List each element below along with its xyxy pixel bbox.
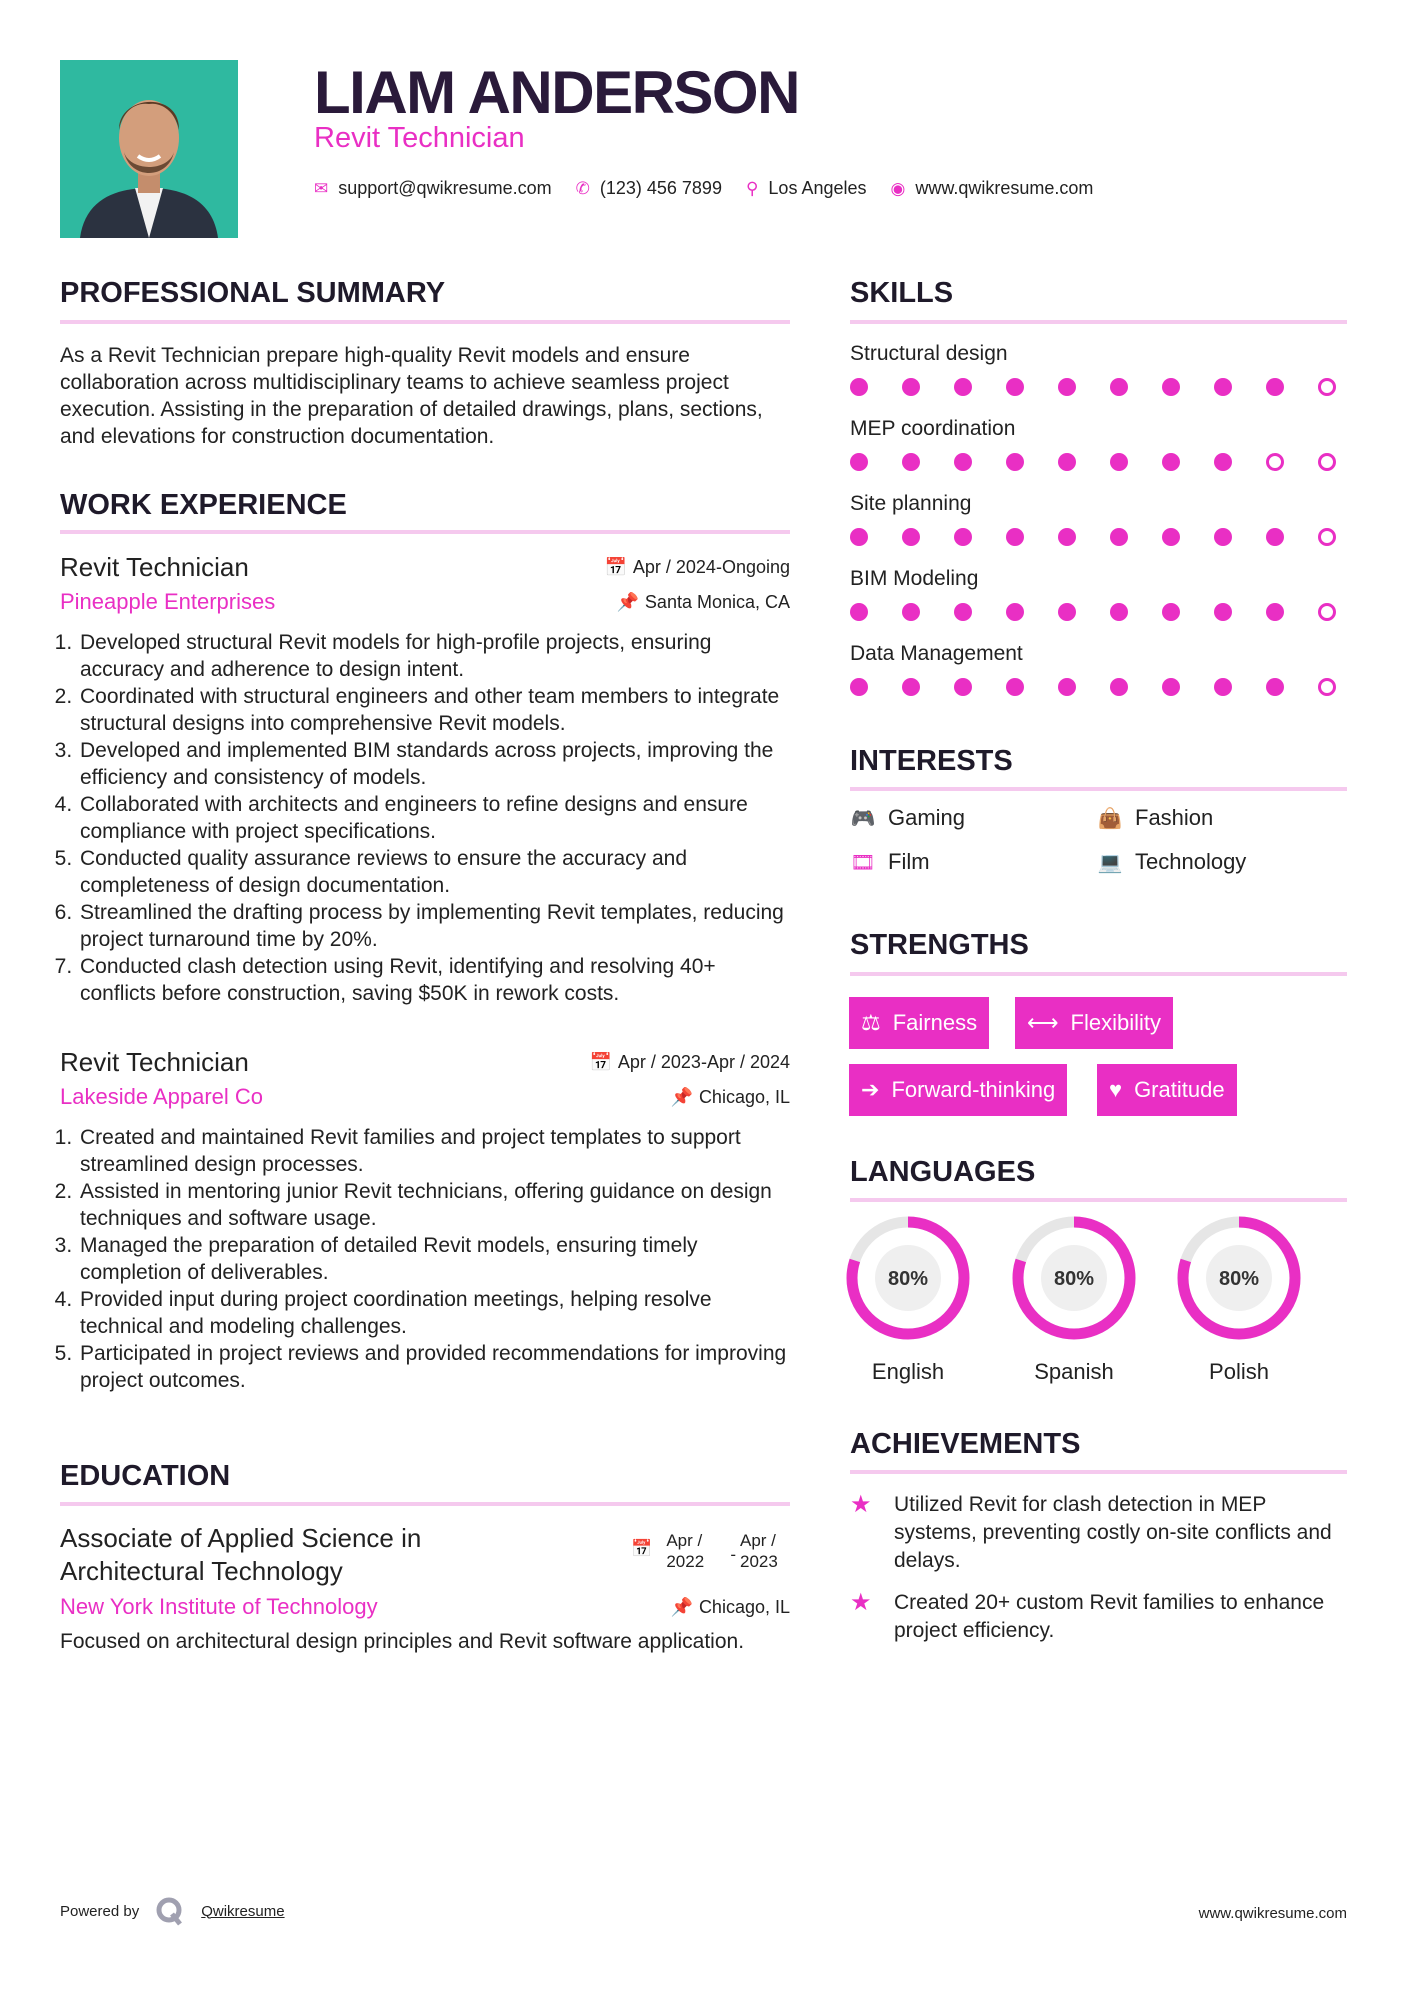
experience-heading: WORK EXPERIENCE xyxy=(60,489,347,521)
divider xyxy=(60,320,790,324)
pin-icon: 📌 xyxy=(616,591,639,612)
achievements-heading: ACHIEVEMENTS xyxy=(850,1428,1081,1460)
interest-item xyxy=(850,849,1097,875)
bullet-item: 4. Collaborated with architects and engineers to refine designs and ensure compliance with project specifications. xyxy=(78,791,790,845)
strength-tag xyxy=(849,1064,1067,1116)
laptop-icon: 💻 xyxy=(1097,851,1123,874)
language-item xyxy=(1169,1216,1309,1385)
rating-dot-empty xyxy=(1266,453,1284,471)
rating-dot-filled xyxy=(954,528,972,546)
arrow-right-icon: ➔ xyxy=(861,1077,880,1102)
rating-dot-empty xyxy=(1318,678,1336,696)
skill-rating xyxy=(850,678,1336,696)
skill-rating xyxy=(850,378,1336,396)
job-bullets xyxy=(60,1124,790,1394)
bullet-item: 5. Participated in project reviews and provided recommendations for improving project outcomes. xyxy=(78,1340,790,1394)
skill-item xyxy=(850,567,1347,642)
rating-dot-filled xyxy=(1058,378,1076,396)
rating-dot-empty xyxy=(1318,378,1336,396)
rating-dot-filled xyxy=(1006,528,1024,546)
location-text: Chicago, IL xyxy=(698,1086,790,1107)
skill-name: Structural design xyxy=(850,342,1008,365)
interest-item xyxy=(1097,849,1347,875)
rating-dot-filled xyxy=(1214,678,1232,696)
rating-dot-filled xyxy=(1214,378,1232,396)
summary-text: As a Revit Technician prepare high-quality Revit models and ensure collaboration across multidisciplinary teams to achieve seamless project execution. Assisting in the preparation of detailed drawings, plans, sections, and elevations for construction documentation. xyxy=(60,344,763,448)
map-pin-icon: ⚲ xyxy=(745,178,759,198)
job-subheader xyxy=(60,589,790,615)
language-item xyxy=(838,1216,978,1385)
job-header xyxy=(60,1047,790,1078)
skills-heading: SKILLS xyxy=(850,277,954,309)
pin-icon: 📌 xyxy=(670,1596,693,1617)
contact-bar xyxy=(314,178,1093,199)
education-heading: EDUCATION xyxy=(60,1460,231,1492)
strength-label: Gratitude xyxy=(1134,1077,1225,1102)
rating-dot-empty xyxy=(1318,453,1336,471)
rating-dot-filled xyxy=(1110,603,1128,621)
skill-rating xyxy=(850,453,1336,471)
rating-dot-filled xyxy=(1110,678,1128,696)
skill-item xyxy=(850,492,1347,567)
contact-text[interactable]: (123) 456 7899 xyxy=(599,178,722,198)
phone-icon: ✆ xyxy=(575,178,590,198)
profile-photo xyxy=(60,60,238,238)
language-percent: 80% xyxy=(887,1268,929,1290)
rating-dot-filled xyxy=(1058,678,1076,696)
rating-dot-empty xyxy=(1318,528,1336,546)
rating-dot-filled xyxy=(1162,603,1180,621)
education-text: Focused on architectural design principles and Revit software application. xyxy=(60,1630,745,1653)
job-title: Revit Technician xyxy=(60,552,249,582)
gamepad-icon: 🎮 xyxy=(850,807,876,830)
bullet-item: 2. Assisted in mentoring junior Revit technicians, offering guidance on design techniques and software usage. xyxy=(78,1178,790,1232)
candidate-title: Revit Technician xyxy=(314,122,525,154)
rating-dot-filled xyxy=(1058,453,1076,471)
rating-dot-filled xyxy=(954,678,972,696)
rating-dot-filled xyxy=(850,453,868,471)
interest-label: Technology xyxy=(1135,849,1247,874)
divider xyxy=(850,787,1347,791)
rating-dot-filled xyxy=(1110,528,1128,546)
rating-dot-filled xyxy=(1214,453,1232,471)
candidate-name: LIAM ANDERSON xyxy=(314,59,799,126)
scale-icon: ⚖ xyxy=(861,1010,881,1035)
job-bullets xyxy=(60,629,790,1007)
achievements-list xyxy=(850,1491,1347,1659)
bullet-item: 1. Created and maintained Revit families and project templates to support streamlined design processes. xyxy=(78,1124,790,1178)
rating-dot-filled xyxy=(1266,603,1284,621)
job-location xyxy=(671,1087,790,1108)
skill-name: BIM Modeling xyxy=(850,567,979,590)
rating-dot-filled xyxy=(902,528,920,546)
rating-dot-filled xyxy=(1266,678,1284,696)
interest-item xyxy=(850,805,1097,831)
company-name: Pineapple Enterprises xyxy=(60,589,276,614)
strength-tag xyxy=(849,997,989,1049)
heart-icon: ♥ xyxy=(1109,1077,1123,1102)
brand-link[interactable]: Qwikresume xyxy=(201,1902,285,1920)
rating-dot-filled xyxy=(1266,378,1284,396)
skill-rating xyxy=(850,603,1336,621)
skill-item xyxy=(850,642,1347,717)
contact-text[interactable]: www.qwikresume.com xyxy=(915,178,1094,198)
star-icon: ★ xyxy=(850,1491,872,1518)
rating-dot-filled xyxy=(1266,528,1284,546)
summary-heading: PROFESSIONAL SUMMARY xyxy=(60,277,446,309)
skill-item xyxy=(850,342,1347,417)
rating-dot-filled xyxy=(1006,678,1024,696)
achievement-item xyxy=(850,1589,1347,1645)
achievement-text: Utilized Revit for clash detection in MEP systems, preventing costly on-site conflicts and delays. xyxy=(894,1493,1332,1572)
rating-dot-filled xyxy=(1058,603,1076,621)
skills-list xyxy=(850,342,1347,717)
language-ring xyxy=(846,1216,970,1340)
job-date xyxy=(589,1052,790,1073)
interest-label: Film xyxy=(888,849,930,874)
language-name: Spanish xyxy=(1034,1359,1114,1384)
date-text: Apr / 2023-Apr / 2024 xyxy=(617,1052,790,1072)
footer-site[interactable]: www.qwikresume.com xyxy=(1198,1905,1347,1922)
language-item xyxy=(1004,1216,1144,1385)
job-entry xyxy=(60,552,790,1007)
qwikresume-logo-icon xyxy=(155,1896,185,1926)
job-title: Revit Technician xyxy=(60,1047,249,1077)
strength-label: Forward-thinking xyxy=(891,1077,1056,1102)
pin-icon: 📌 xyxy=(670,1086,693,1107)
rating-dot-filled xyxy=(902,678,920,696)
strength-label: Fairness xyxy=(892,1010,978,1035)
interests-list xyxy=(850,805,1347,875)
languages-heading: LANGUAGES xyxy=(850,1156,1036,1188)
strength-tag xyxy=(1015,997,1173,1049)
rating-dot-filled xyxy=(902,603,920,621)
achievement-text: Created 20+ custom Revit families to enhance project efficiency. xyxy=(894,1591,1325,1642)
location: Chicago, IL xyxy=(698,1596,790,1617)
bullet-item: 6. Streamlined the drafting process by implementing Revit templates, reducing project turnaround time by 20%. xyxy=(78,899,790,953)
bullet-item: 3. Developed and implemented BIM standards across projects, improving the efficiency and consistency of models. xyxy=(78,737,790,791)
job-subheader xyxy=(60,1084,790,1110)
footer-brand xyxy=(60,1896,285,1926)
rating-dot-filled xyxy=(850,678,868,696)
strengths-heading: STRENGTHS xyxy=(850,929,1029,961)
contact-text[interactable]: Los Angeles xyxy=(768,178,867,198)
rating-dot-filled xyxy=(902,453,920,471)
date-end: Apr / 2023 xyxy=(740,1531,778,1571)
language-ring xyxy=(1012,1216,1136,1340)
rating-dot-filled xyxy=(850,378,868,396)
language-ring xyxy=(1177,1216,1301,1340)
bullet-item: 7. Conducted clash detection using Revit, identifying and resolving 40+ conflicts before construction, saving $50K in rework costs. xyxy=(78,953,790,1007)
divider xyxy=(60,1502,790,1506)
divider xyxy=(850,972,1347,976)
strength-tag xyxy=(1097,1064,1237,1116)
language-name: Polish xyxy=(1209,1359,1269,1384)
education-dates: 📅 Apr / 2022 - Apr / 2023 xyxy=(631,1530,790,1588)
date-text: Apr / 2024-Ongoing xyxy=(632,557,790,577)
shopping-bag-icon: 👜 xyxy=(1097,807,1123,830)
rating-dot-filled xyxy=(954,603,972,621)
interests-heading: INTERESTS xyxy=(850,745,1013,777)
date-start: Apr / 2022 xyxy=(666,1531,705,1571)
film-icon: 🎞 xyxy=(850,851,876,874)
rating-dot-filled xyxy=(1006,378,1024,396)
divider xyxy=(850,320,1347,324)
calendar-icon: 📅 xyxy=(604,557,627,577)
bullet-item: 2. Coordinated with structural engineers and other team members to integrate structural designs into comprehensive Revit models. xyxy=(78,683,790,737)
location-text: Santa Monica, CA xyxy=(644,591,790,612)
star-icon: ★ xyxy=(850,1589,872,1616)
bullet-item: 4. Provided input during project coordination meetings, helping resolve technical and modeling challenges. xyxy=(78,1286,790,1340)
rating-dot-filled xyxy=(902,378,920,396)
rating-dot-empty xyxy=(1318,603,1336,621)
language-name: English xyxy=(871,1359,945,1384)
achievement-item xyxy=(850,1491,1347,1575)
rating-dot-filled xyxy=(1214,528,1232,546)
company-name: Lakeside Apparel Co xyxy=(60,1084,264,1109)
interest-item xyxy=(1097,805,1347,831)
rating-dot-filled xyxy=(1162,528,1180,546)
job-location xyxy=(617,592,791,613)
rating-dot-filled xyxy=(1162,453,1180,471)
degree: Associate of Applied Science in Architectural Technology xyxy=(60,1523,422,1586)
rating-dot-filled xyxy=(1162,678,1180,696)
interest-label: Gaming xyxy=(888,805,966,830)
skill-rating xyxy=(850,528,1336,546)
rating-dot-filled xyxy=(1214,603,1232,621)
divider xyxy=(850,1470,1347,1474)
bullet-item: 1. Developed structural Revit models for high-profile projects, ensuring accuracy and adherence to design intent. xyxy=(78,629,790,683)
skill-name: MEP coordination xyxy=(850,417,1016,440)
divider xyxy=(60,530,790,534)
rating-dot-filled xyxy=(850,603,868,621)
divider xyxy=(850,1198,1347,1202)
skill-name: Site planning xyxy=(850,492,972,515)
rating-dot-filled xyxy=(1058,528,1076,546)
skill-name: Data Management xyxy=(850,642,1023,665)
rating-dot-filled xyxy=(1110,378,1128,396)
strength-label: Flexibility xyxy=(1070,1010,1162,1035)
rating-dot-filled xyxy=(1006,453,1024,471)
language-percent: 80% xyxy=(1218,1268,1260,1290)
skill-item xyxy=(850,417,1347,492)
envelope-icon: ✉ xyxy=(314,178,329,198)
arrows-horizontal-icon: ⟷ xyxy=(1027,1010,1059,1035)
language-percent: 80% xyxy=(1053,1268,1095,1290)
powered-by: Powered by xyxy=(60,1902,140,1920)
rating-dot-filled xyxy=(1006,603,1024,621)
job-entry xyxy=(60,1047,790,1394)
experience-list xyxy=(60,552,790,1434)
rating-dot-filled xyxy=(850,528,868,546)
rating-dot-filled xyxy=(954,453,972,471)
interest-label: Fashion xyxy=(1135,805,1214,830)
calendar-icon: 📅 xyxy=(631,1539,653,1558)
school: New York Institute of Technology xyxy=(60,1594,378,1619)
rating-dot-filled xyxy=(1110,453,1128,471)
rating-dot-filled xyxy=(1162,378,1180,396)
education-entry xyxy=(60,1522,790,1655)
contact-text[interactable]: support@qwikresume.com xyxy=(338,178,552,198)
globe-icon: ◉ xyxy=(890,178,906,198)
job-date xyxy=(604,557,790,578)
bullet-item: 5. Conducted quality assurance reviews to ensure the accuracy and completeness of design documentation. xyxy=(78,845,790,899)
bullet-item: 3. Managed the preparation of detailed Revit models, ensuring timely completion of deliverables. xyxy=(78,1232,790,1286)
rating-dot-filled xyxy=(954,378,972,396)
job-header xyxy=(60,552,790,583)
calendar-icon: 📅 xyxy=(589,1052,612,1072)
